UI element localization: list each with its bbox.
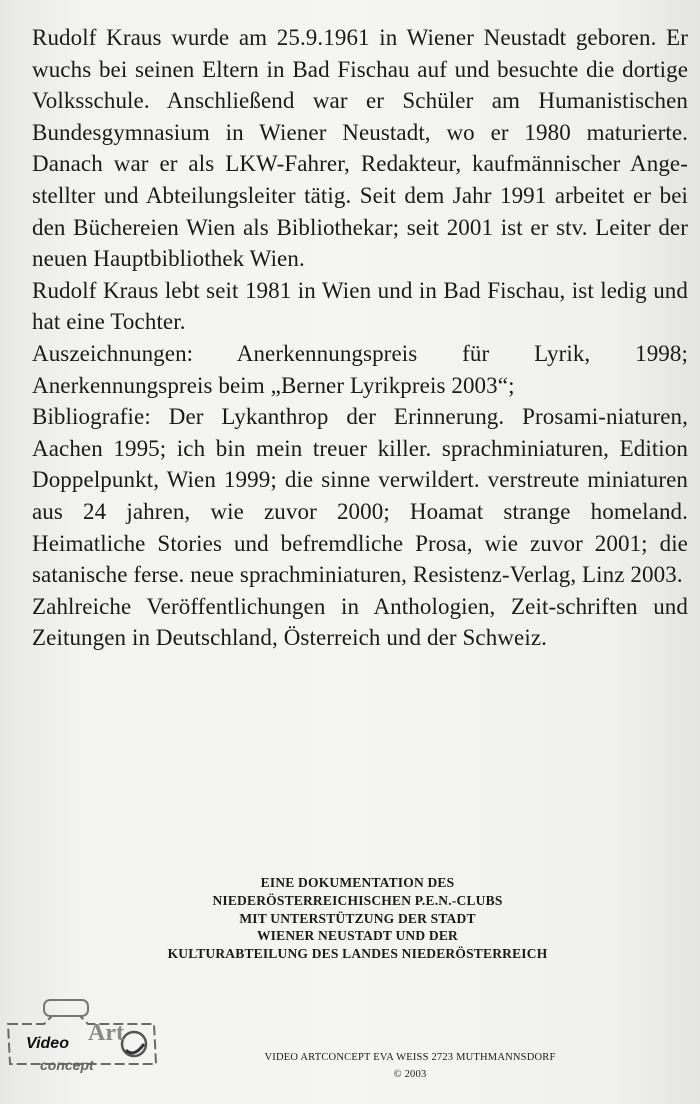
copyright-notice: © 2003 [393,1069,427,1080]
credits-line: EINE DOKUMENTATION DES [260,875,455,890]
publisher-address: VIDEO ARTCONCEPT EVA WEISS 2723 MUTHMANNSDORF [264,1052,556,1063]
video-artconcept-logo [4,994,164,1074]
logo-word-video: Video [26,1035,69,1052]
camera-icon [4,994,164,1074]
logo-word-concept: concept [40,1057,94,1073]
credits-line: MIT UNTERSTÜTZUNG DER STADT [239,910,476,926]
bio-paragraph-publications: Zahlreiche Veröffentlichungen in Anthologien, Zeit-schriften und Zeitungen in Deutschland, Österreich und der Schweiz. [32,593,688,651]
logo-word-art: Art [88,1020,124,1046]
biography-text [32,22,688,654]
credits-line: KULTURABTEILUNG DES LANDES NIEDERÖSTERREICH [167,946,548,962]
documentation-credits [80,874,635,963]
credits-line: WIENER NEUSTADT UND DER [256,928,458,944]
bio-paragraph-residence: Rudolf Kraus lebt seit 1981 in Wien und in Bad Fischau, ist ledig und hat eine Tochter. [32,277,688,335]
bio-paragraph-bibliography: Bibliografie: Der Lykanthrop der Erinnerung. Prosami-niaturen, Aachen 1995; ich bin mein treuer killer. sprachminiaturen, Edition Doppelpunkt, Wien 1999; die sinne verwildert. verstreute miniaturen aus 24 jahren, wie zuvor 2000; Hoamat strange homeland. Heimatliche Stories und befremdliche Prosa, wie zuvor 2001; die satanische ferse. neue sprachminiaturen, Resistenz-Verlag, Linz 2003. [32,404,688,588]
bio-paragraph-awards: Auszeichnungen: Anerkennungspreis für Lyrik, 1998; Anerkennungspreis beim „Berner Lyrikpreis 2003“; [32,340,688,398]
publisher-footer [200,1049,620,1083]
bio-paragraph-career: Rudolf Kraus wurde am 25.9.1961 in Wiener Neustadt geboren. Er wuchs bei seinen Eltern in Bad Fischau auf und besuchte die dortige Volksschule. Anschließend war er Schüler am Humanistischen Bundesgymnasium in Wiener Neustadt, wo er 1980 maturierte. Danach war er als LKW-Fahrer, Redakteur, kaufmännischer Ange-stellter und Abteilungsleiter tätig. Seit dem Jahr 1991 arbeitet er bei den Büchereien Wien als Bibliothekar; seit 2001 ist er stv. Leiter der neuen Hauptbibliothek Wien. [32,25,688,272]
credits-line: NIEDERÖSTERREICHISCHEN P.E.N.-CLUBS [212,892,503,908]
